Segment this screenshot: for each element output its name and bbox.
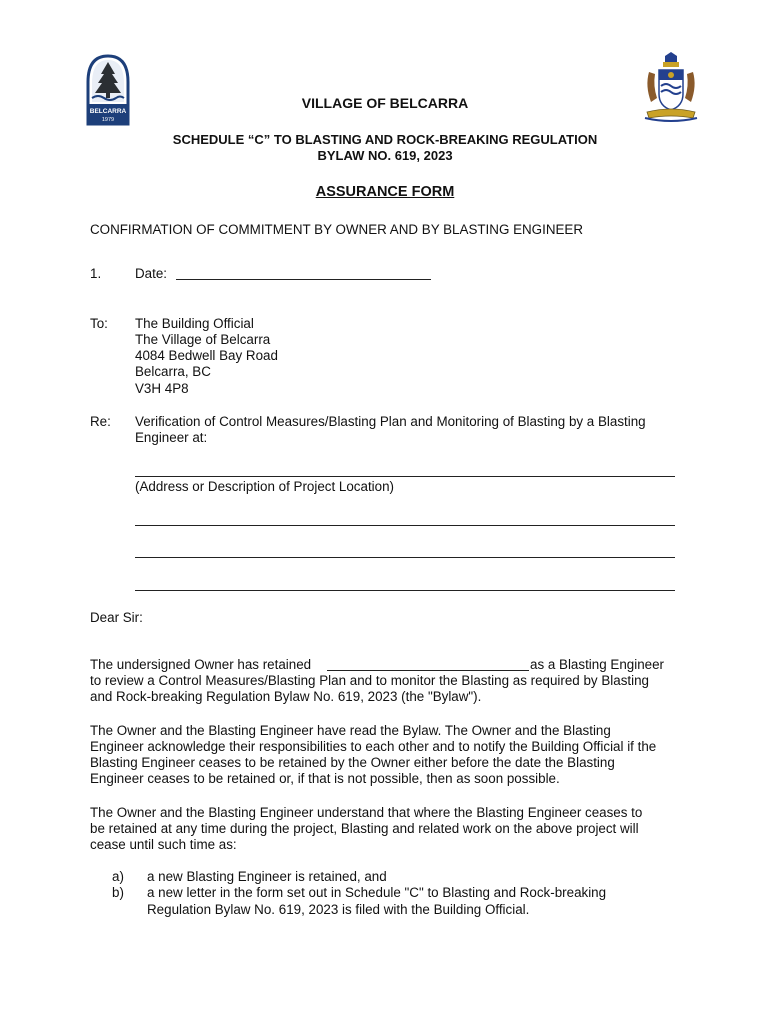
belcarra-logo (84, 52, 132, 126)
address-field[interactable] (135, 590, 675, 591)
paragraph1-text: to review a Control Measures/Blasting Plan and to monitor the Blasting as required by Blasting (90, 673, 649, 688)
to-line: The Village of Belcarra (135, 332, 271, 347)
paragraph1-text: The undersigned Owner has retained (90, 657, 312, 672)
to-line: Belcarra, BC (135, 364, 211, 379)
paragraph2-text: The Owner and the Blasting Engineer have read the Bylaw. The Owner and the Blasting (90, 723, 611, 738)
list-marker: a) (112, 869, 124, 884)
paragraph3-text: The Owner and the Blasting Engineer understand that where the Blasting Engineer ceases to (90, 805, 643, 820)
address-caption: (Address or Description of Project Location) (135, 479, 394, 494)
address-field[interactable] (135, 557, 675, 558)
address-field[interactable] (135, 476, 675, 477)
coat-of-arms-logo (643, 52, 699, 126)
village-title: VILLAGE OF BELCARRA (301, 95, 469, 111)
confirmation-heading: CONFIRMATION OF COMMITMENT BY OWNER AND BY BLASTING ENGINEER (90, 222, 584, 237)
belcarra-logo-text: BELCARRA (89, 108, 127, 115)
to-label: To: (90, 316, 108, 331)
paragraph2-text: Engineer ceases to be retained or, if that is not possible, then as soon possible. (90, 771, 560, 786)
re-line: Engineer at: (135, 430, 208, 445)
re-label: Re: (90, 414, 111, 429)
date-label: Date: (135, 266, 168, 281)
to-line: 4084 Bedwell Bay Road (135, 348, 278, 363)
schedule-title-line2: BYLAW NO. 619, 2023 (317, 148, 453, 163)
list-marker: b) (112, 885, 124, 900)
paragraph2-text: Blasting Engineer ceases to be retained by the Owner either before the date the Blasting (90, 755, 615, 770)
schedule-title-line1: SCHEDULE “C” TO BLASTING AND ROCK-BREAKING REGULATION (172, 132, 598, 147)
to-line: V3H 4P8 (135, 381, 189, 396)
paragraph2-text: Engineer acknowledge their responsibilities to each other and to notify the Building Official if the (90, 739, 657, 754)
engineer-name-field[interactable] (327, 670, 529, 671)
paragraph1-text: and Rock-breaking Regulation Bylaw No. 619, 2023 (the "Bylaw"). (90, 689, 482, 704)
belcarra-logo-year: 1979 (101, 117, 115, 123)
salutation: Dear Sir: (90, 610, 143, 625)
address-field[interactable] (135, 525, 675, 526)
list-item-text: a new Blasting Engineer is retained, and (147, 869, 387, 884)
paragraph1-text: as a Blasting Engineer (530, 657, 664, 672)
date-field[interactable] (176, 279, 431, 280)
list-item-text: a new letter in the form set out in Schedule "C" to Blasting and Rock-breaking (147, 885, 607, 900)
paragraph3-text: be retained at any time during the project, Blasting and related work on the above project will (90, 821, 639, 836)
re-line: Verification of Control Measures/Blasting Plan and Monitoring of Blasting by a Blasting (135, 414, 646, 429)
date-number: 1. (90, 266, 102, 281)
paragraph3-text: cease until such time as: (90, 837, 237, 852)
to-line: The Building Official (135, 316, 254, 331)
form-title: ASSURANCE FORM (315, 184, 455, 200)
list-item-text: Regulation Bylaw No. 619, 2023 is filed with the Building Official. (147, 902, 530, 917)
